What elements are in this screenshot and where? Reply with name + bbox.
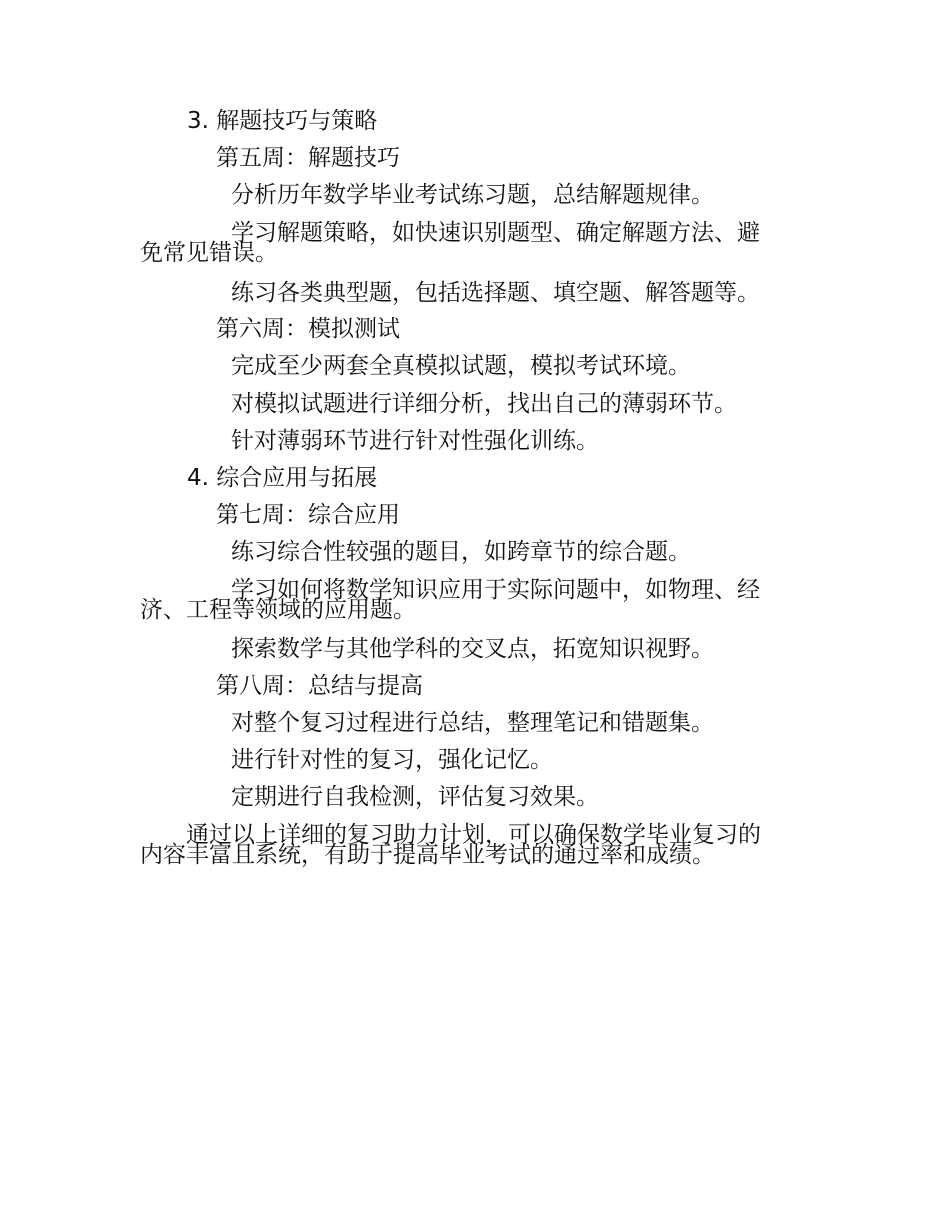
list-item: 完成至少两套全真模拟试题，模拟考试环境。 [231,353,691,379]
list-item-line: 学习如何将数学知识应用于实际问题中，如物理、经 [231,577,760,603]
list-item-line: 学习解题策略，如快速识别题型、确定解题方法、避 [231,220,760,246]
list-item-line: 免常见错误。 [140,240,278,266]
list-item [140,221,810,265]
list-item: 针对薄弱环节进行针对性强化训练。 [231,428,599,454]
list-item: 探索数学与其他学科的交叉点，拓宽知识视野。 [231,636,714,662]
week-title: 第五周：解题技巧 [216,145,400,171]
list-item-line: 济、工程等领域的应用题。 [140,597,416,623]
conclusion-paragraph [140,823,810,867]
list-item: 分析历年数学毕业考试练习题，总结解题规律。 [231,182,714,208]
list-item: 进行针对性的复习，强化记忆。 [231,747,553,773]
conclusion-line: 内容丰富且系统，有助于提高毕业考试的通过率和成绩。 [140,842,715,868]
list-item: 练习综合性较强的题目，如跨章节的综合题。 [231,539,691,565]
list-item: 定期进行自我检测，评估复习效果。 [231,784,599,810]
list-item: 对整个复习过程进行总结，整理笔记和错题集。 [231,710,714,736]
week-title: 第八周：总结与提高 [216,673,423,699]
list-item: 练习各类典型题，包括选择题、填空题、解答题等。 [231,280,760,306]
week-title: 第七周：综合应用 [216,502,400,528]
list-item [140,578,810,622]
list-item: 对模拟试题进行详细分析，找出自己的薄弱环节。 [231,391,737,417]
conclusion-line: 通过以上详细的复习助力计划，可以确保数学毕业复习的 [186,822,761,848]
section-heading: 4. 综合应用与拓展 [187,465,378,491]
week-title: 第六周：模拟测试 [216,316,400,342]
section-heading: 3. 解题技巧与策略 [187,108,378,134]
